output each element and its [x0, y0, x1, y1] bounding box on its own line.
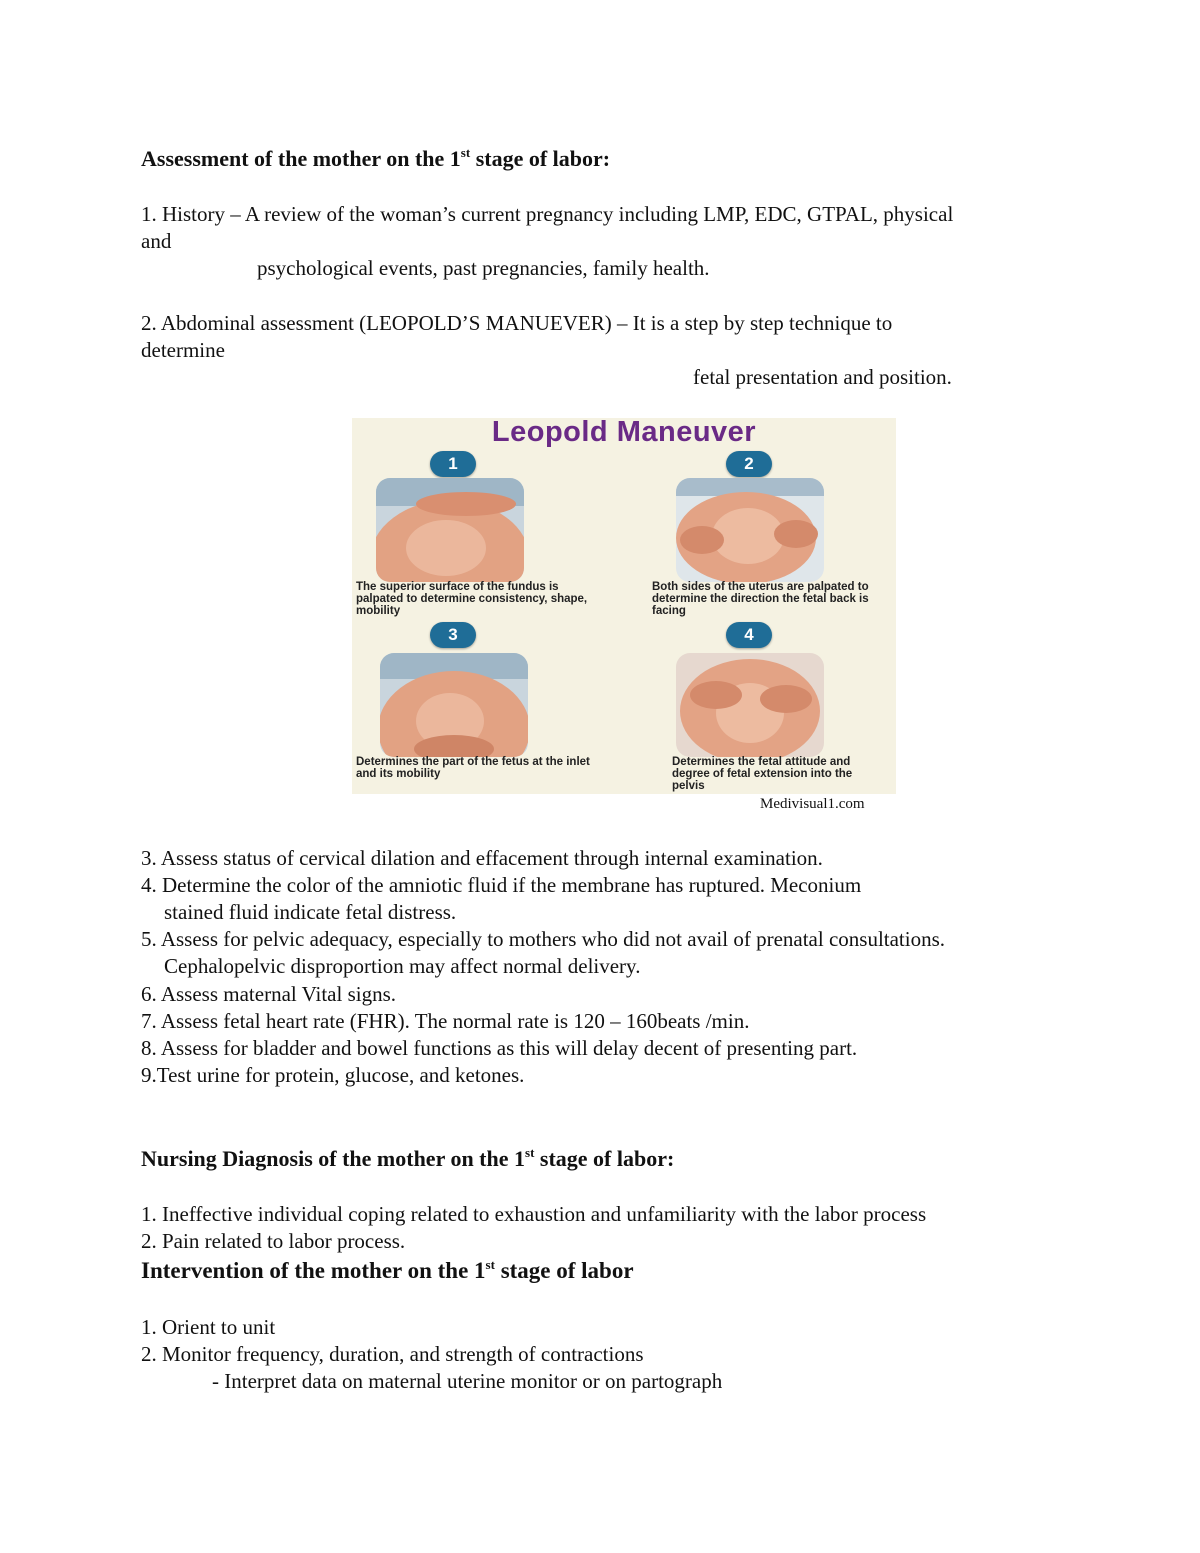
intervention-item-2-sub: - Interpret data on maternal uterine monitor or on partograph — [212, 1369, 723, 1393]
intervention-heading — [141, 1257, 634, 1285]
assessment-item-2-line-1: 2. Abdominal assessment (LEOPOLD’S MANUEVER) – It is a step by step technique to — [141, 311, 893, 335]
diagnosis-heading — [141, 1145, 674, 1173]
assessment-heading — [141, 145, 610, 173]
intervention-heading-tail: stage of labor — [494, 1258, 634, 1283]
assessment-item-7: 7. Assess fetal heart rate (FHR). The normal rate is 120 – 160beats /min. — [141, 1009, 750, 1033]
diagnosis-heading-tail: stage of labor: — [534, 1146, 675, 1171]
figure-title: Leopold Maneuver — [491, 416, 757, 448]
intervention-heading-sup: st — [485, 1257, 495, 1272]
figure-credit: Medivisual1.com — [760, 796, 865, 812]
assessment-item-3: 3. Assess status of cervical dilation and effacement through internal examination. — [141, 846, 823, 870]
diagnosis-heading-text: Nursing Diagnosis of the mother on the 1 — [141, 1146, 526, 1171]
assessment-item-5-line-2: Cephalopelvic disproportion may affect normal delivery. — [164, 954, 641, 978]
step-4-caption: Determines the fetal attitude and degree of fetal extension into the pelvis — [672, 756, 853, 792]
assessment-heading-tail: stage of labor: — [470, 146, 611, 171]
step-1-caption: The superior surface of the fundus is palpated to determine consistency, shape, mobility — [356, 581, 588, 617]
assessment-item-2-line-2: determine — [141, 338, 225, 362]
assessment-item-4-line-1: 4. Determine the color of the amniotic fluid if the membrane has ruptured. Meconium — [141, 873, 862, 897]
step-1-illustration — [376, 478, 524, 582]
intervention-heading-text: Intervention of the mother on the 1 — [141, 1258, 486, 1283]
assessment-item-4-line-2: stained fluid indicate fetal distress. — [164, 900, 457, 924]
intervention-item-2: 2. Monitor frequency, duration, and strength of contractions — [141, 1342, 644, 1366]
assessment-heading-sup: st — [460, 145, 471, 160]
assessment-item-1-line-1: 1. History – A review of the woman’s current pregnancy including LMP, EDC, GTPAL, physical — [141, 202, 954, 226]
assessment-heading-text: Assessment of the mother on the 1 — [141, 146, 461, 171]
diagnosis-heading-sup: st — [525, 1145, 535, 1160]
assessment-item-8: 8. Assess for bladder and bowel functions as this will delay decent of presenting part. — [141, 1036, 858, 1060]
leopold-maneuver-figure — [352, 418, 896, 794]
diagnosis-item-1: 1. Ineffective individual coping related to exhaustion and unfamiliarity with the labor process — [141, 1202, 927, 1226]
assessment-item-1-line-2: and — [141, 229, 172, 253]
intervention-item-1: 1. Orient to unit — [141, 1315, 276, 1339]
step-3-illustration — [380, 653, 528, 757]
step-2-badge: 2 — [726, 451, 772, 477]
assessment-item-1-line-3: psychological events, past pregnancies, family health. — [257, 256, 710, 280]
step-2-illustration — [676, 478, 824, 582]
step-3-caption: Determines the part of the fetus at the inlet and its mobility — [356, 756, 590, 780]
assessment-item-6: 6. Assess maternal Vital signs. — [141, 982, 397, 1006]
assessment-item-5-line-1: 5. Assess for pelvic adequacy, especially to mothers who did not avail of prenatal consultations. — [141, 927, 946, 951]
step-2-caption: Both sides of the uterus are palpated to determine the direction the fetal back is facing — [652, 581, 869, 617]
assessment-item-2-line-3: fetal presentation and position. — [693, 365, 952, 389]
step-4-badge: 4 — [726, 622, 772, 648]
assessment-item-9: 9.Test urine for protein, glucose, and ketones. — [141, 1063, 525, 1087]
step-1-badge: 1 — [430, 451, 476, 477]
step-3-badge: 3 — [430, 622, 476, 648]
diagnosis-item-2: 2. Pain related to labor process. — [141, 1229, 406, 1253]
step-4-illustration — [676, 653, 824, 757]
